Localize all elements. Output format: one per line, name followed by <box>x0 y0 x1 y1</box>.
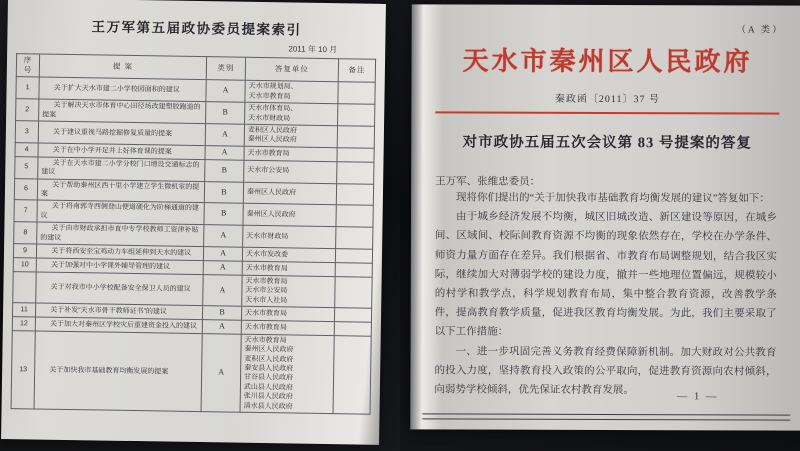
cell-reply: 秦州区人民政府 <box>243 182 336 205</box>
cell-proposal: 关于补发“天水市骨干教师证书”的建议 <box>35 303 202 319</box>
cell-proposal: 关于建议重视马路挖掘修复质量的提案 <box>38 121 205 145</box>
cell-note <box>337 148 374 162</box>
cell-note <box>337 161 374 183</box>
cell-category: A <box>205 145 244 159</box>
footer-double-line <box>422 413 790 420</box>
body-paragraph: 现将你们提出的“关于加快我市基础教育均衡发展的建议”答复如下： <box>456 192 770 205</box>
cell-note <box>337 126 374 148</box>
cell-category: A <box>205 124 244 146</box>
cell-no: 5 <box>15 156 38 178</box>
column-header: 序号 <box>16 54 39 78</box>
cell-no: 6 <box>14 178 37 200</box>
cell-proposal: 关于扩大天水市建二小学校园面积的建议 <box>39 77 206 101</box>
cell-category: A <box>204 225 243 247</box>
paragraphs-container <box>434 188 778 403</box>
cell-reply: 秦州区人民政府 <box>243 204 336 227</box>
document-title: 对市政协五届五次会议第 83 号提案的答复 <box>462 134 752 152</box>
cell-note <box>338 82 375 104</box>
cell-note <box>335 276 372 308</box>
cell-reply: 天水市财政局 <box>243 226 336 249</box>
cell-note <box>338 104 375 126</box>
reply-document-page <box>410 4 800 430</box>
cell-no: 1 <box>16 77 39 99</box>
cell-reply: 天水市发改委 <box>242 247 335 262</box>
cell-category: B <box>205 159 244 181</box>
cell-proposal: 关于帮助秦州区西十里小学建立学生微机室的提案 <box>37 179 204 203</box>
cell-proposal: 关于加强对中小学课外辅导管理的建议 <box>36 258 203 274</box>
cell-category: B <box>206 102 245 124</box>
document-number: 秦政函〔2011〕37 号 <box>554 93 660 106</box>
cell-category: A <box>206 80 245 102</box>
cell-category: B <box>204 181 243 203</box>
proposal-table <box>11 53 377 415</box>
cell-reply: 天水市教育局 <box>241 306 334 321</box>
cell-reply: 天水市教育局 秦州区人民政府 麦积区人民政府 秦安县人民政府 甘谷县人民政府 武山县人民政府 张川县人民政府 清水县人民政府 <box>240 334 334 414</box>
cell-category: B <box>202 306 241 320</box>
cell-proposal: 关于将南郭寺西侧登山便道硬化为阶梯通道的建议 <box>37 200 204 224</box>
cell-note <box>336 205 373 227</box>
cell-reply: 天水市公安局 <box>244 160 337 183</box>
proposal-index-page <box>1 0 386 445</box>
cell-no: 13 <box>11 330 35 409</box>
red-divider-line <box>435 111 780 114</box>
cell-proposal: 关于在中小学开足并上好体育课的提案 <box>38 143 205 159</box>
cell-no <box>13 271 36 303</box>
cell-proposal: 关于加快我市基础教育均衡发展的提案 <box>34 331 202 412</box>
cell-note <box>334 308 371 322</box>
cell-category: A <box>202 319 241 333</box>
cell-reply: 天水市教育局 <box>244 146 337 161</box>
page-title: 王万军第五届政协委员提案索引 <box>91 19 302 38</box>
cell-category: A <box>203 274 242 306</box>
cell-note <box>334 322 371 336</box>
cell-reply: 天水市体育局、 天水市财政局 <box>245 102 338 125</box>
body-paragraph: 一、进一步巩固完善义务教育经费保障新机制。加大财政对公共教育的投入力度，坚持教育投入政策的公平取向，促进教育资源向农村倾斜，向弱势学校倾斜，优先保证农村教育发展。 <box>434 346 777 397</box>
cell-category: A <box>203 247 242 261</box>
column-header: 备注 <box>338 59 375 83</box>
table-row <box>11 330 371 414</box>
cell-note <box>333 335 371 414</box>
cell-category: A <box>201 333 241 412</box>
column-header: 类别 <box>206 57 245 81</box>
cell-reply: 天水市教育局 <box>241 320 334 335</box>
cell-reply: 麦积区人民政府 秦州区人民政府 <box>244 124 337 147</box>
cell-no: 9 <box>13 244 36 258</box>
cell-no: 12 <box>12 316 35 330</box>
cell-proposal: 关于加大对秦州区学校灾后重建资金投入的建议 <box>35 317 202 333</box>
right-photo <box>400 0 800 451</box>
cell-proposal: 关于在天水市建二小学分校门口增设交通标志的建议 <box>38 157 205 181</box>
document-body <box>410 151 800 401</box>
cell-no: 2 <box>16 99 39 121</box>
cell-reply: 天水市教育局 天水市公安局 天水市人社局 <box>242 275 335 308</box>
cell-proposal: 关于解决天水市体育中心田径场改建塑胶跑道的提案 <box>39 99 206 123</box>
cell-note <box>336 183 373 205</box>
cell-note <box>335 249 372 263</box>
cell-category: A <box>203 261 242 275</box>
cell-no: 11 <box>12 303 35 317</box>
column-header: 答复单位 <box>245 57 338 82</box>
body-paragraph: 由于城乡经济发展不均衡，城区旧城改造、新区建设等原因，在城乡间、区域间、校际间教育资源不均衡的现象依然存在，学校在办学条件、师资力量方面存在差异。我们根据省、市教育布局调整规划，结合我区实际，继续加大对薄弱学校的建设力度，撤并一些地理位置偏远，规模较小的村学和教学点，科学规划教育布局，集中整合教育资源，改善教学条件，提高教育教学质量，促进我区教育均衡发展。为此，我们主要采取了以下工作措施： <box>434 211 778 339</box>
page-number: — 1 — <box>676 391 719 403</box>
cell-no: 3 <box>15 121 38 143</box>
cell-proposal: 关于对我市中小学校配备安全保卫人员的建议 <box>36 272 203 306</box>
cell-reply: 天水市教育局 <box>242 261 335 276</box>
class-tag: （A 类） <box>736 25 784 36</box>
cell-no: 10 <box>13 258 36 272</box>
cell-note <box>335 263 372 277</box>
salutation: 王万军、张维忠委员： <box>435 176 541 188</box>
cell-proposal: 关于将西安至宝鸡动力车组延伸到天水的建议 <box>36 244 203 260</box>
government-title: 天水市秦州区人民政府 <box>462 46 753 77</box>
cell-no: 8 <box>14 222 37 244</box>
column-header: 提 案 <box>39 54 206 80</box>
cell-no: 7 <box>14 200 37 222</box>
page-date: 2011 年 10 月 <box>288 44 338 55</box>
cell-category: B <box>204 203 243 225</box>
cell-no: 4 <box>15 143 38 157</box>
cell-note <box>336 227 373 249</box>
cell-reply: 天水市规划局、 天水市教育局 <box>245 80 338 103</box>
cell-proposal: 关于由市财政承担市直中专学校教师工资津补贴的建议 <box>37 222 204 246</box>
